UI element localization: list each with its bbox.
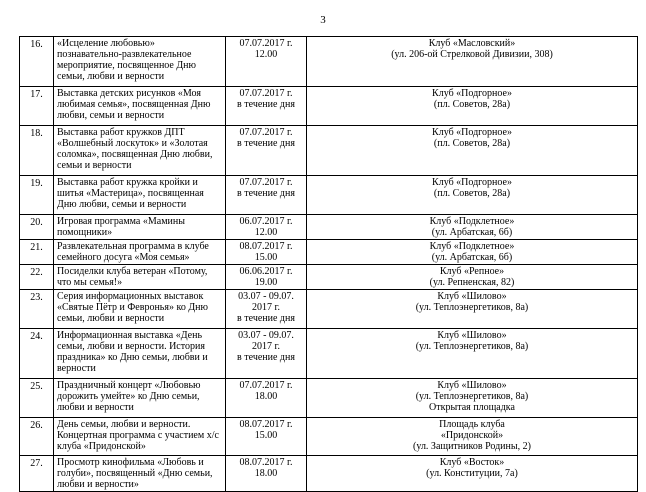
event-description: Просмотр кинофильма «Любовь и голуби», посвященный «Дню семьи, любви и верности» xyxy=(57,457,213,490)
event-cell xyxy=(54,265,226,290)
place-name: Площадь клуба xyxy=(439,419,505,430)
row-number: 18. xyxy=(30,128,43,139)
table-row xyxy=(20,329,638,379)
time: 18.00 xyxy=(254,468,278,479)
row-number-cell xyxy=(20,37,54,87)
row-number: 25. xyxy=(30,381,43,392)
place-cell xyxy=(307,418,638,456)
event-cell xyxy=(54,126,226,176)
date-cell xyxy=(226,290,307,329)
time: 18.00 xyxy=(254,391,278,402)
time: в течение дня xyxy=(237,138,295,149)
place-name: Клуб «Шилово» xyxy=(437,380,507,391)
date: 08.07.2017 г. xyxy=(239,241,293,252)
row-number: 19. xyxy=(30,178,43,189)
place-name: Клуб «Подклетное» xyxy=(429,241,515,252)
time-note: в течение дня xyxy=(237,313,295,324)
time: в течение дня xyxy=(237,188,295,199)
time: 15.00 xyxy=(254,430,278,441)
place-address: (ул. Арбатская, 6б) xyxy=(431,227,513,238)
time: 2017 г. xyxy=(252,341,280,352)
row-number-cell xyxy=(20,418,54,456)
row-number: 23. xyxy=(30,292,43,303)
date: 06.06.2017 г. xyxy=(239,266,293,277)
event-description: День семьи, любви и верности. Концертная программа с участием х/с клуба «Придонской» xyxy=(57,419,219,452)
place-cell xyxy=(307,240,638,265)
time: 2017 г. xyxy=(252,302,280,313)
place-cell xyxy=(307,176,638,215)
time: 15.00 xyxy=(254,252,278,263)
date: 03.07 - 09.07. xyxy=(238,330,294,341)
date-cell xyxy=(226,240,307,265)
date-cell xyxy=(226,176,307,215)
row-number-cell xyxy=(20,87,54,126)
place-address: (ул. Арбатская, 6б) xyxy=(431,252,513,263)
date-cell xyxy=(226,87,307,126)
table-row xyxy=(20,418,638,456)
place-address: (ул. Конституции, 7а) xyxy=(426,468,518,479)
row-number: 27. xyxy=(30,458,43,469)
date: 06.07.2017 г. xyxy=(239,216,293,227)
place-address: (пл. Советов, 28а) xyxy=(433,188,511,199)
place-address: (ул. Теплоэнергетиков, 8а) xyxy=(415,391,529,402)
row-number: 22. xyxy=(30,267,43,278)
event-description: Выставка детских рисунков «Моя любимая семья», посвященная Дню любви, семьи и верности xyxy=(57,88,211,121)
place-name: Клуб «Шилово» xyxy=(437,291,507,302)
events-table xyxy=(19,36,638,492)
event-cell xyxy=(54,329,226,379)
date: 07.07.2017 г. xyxy=(239,127,293,138)
row-number-cell xyxy=(20,456,54,492)
place-address: (пл. Советов, 28а) xyxy=(433,99,511,110)
date-cell xyxy=(226,456,307,492)
row-number-cell xyxy=(20,379,54,418)
place-name: Клуб «Подгорное» xyxy=(432,127,512,138)
event-cell xyxy=(54,456,226,492)
table-row xyxy=(20,87,638,126)
row-number-cell xyxy=(20,290,54,329)
page-number: 3 xyxy=(320,14,326,26)
event-description: Выставка работ кружков ДПТ «Волшебный лоскуток» и «Золотая соломка», посвященная Дню любви, семьи и верности xyxy=(57,127,213,171)
event-cell xyxy=(54,379,226,418)
date: 07.07.2017 г. xyxy=(239,38,293,49)
place-cell xyxy=(307,329,638,379)
place-cell xyxy=(307,290,638,329)
event-description: Выставка работ кружка кройки и шитья «Мастерица», посвященная Дню любви, семьи и верности xyxy=(57,177,204,210)
row-number: 24. xyxy=(30,331,43,342)
place-address: (ул. Теплоэнергетиков, 8а) xyxy=(415,302,529,313)
time: в течение дня xyxy=(237,99,295,110)
date-cell xyxy=(226,379,307,418)
date: 07.07.2017 г. xyxy=(239,88,293,99)
place-name: Клуб «Шилово» xyxy=(437,330,507,341)
event-description: Посиделки клуба ветеран «Потому, что мы семья!» xyxy=(57,266,208,288)
date-cell xyxy=(226,215,307,240)
event-cell xyxy=(54,176,226,215)
place-name: Клуб «Подклетное» xyxy=(429,216,515,227)
event-description: Праздничный концерт «Любовью дорожить умейте» ко Дню семьи, любви и верности xyxy=(57,380,201,413)
table-row xyxy=(20,37,638,87)
time-note: в течение дня xyxy=(237,352,295,363)
row-number-cell xyxy=(20,265,54,290)
place-name: Клуб «Подгорное» xyxy=(432,177,512,188)
event-description: Игровая программа «Мамины помощники» xyxy=(57,216,185,238)
row-number-cell xyxy=(20,215,54,240)
table-row xyxy=(20,215,638,240)
row-number: 16. xyxy=(30,39,43,50)
date-cell xyxy=(226,418,307,456)
row-number-cell xyxy=(20,176,54,215)
place-name: Клуб «Восток» xyxy=(439,457,505,468)
place-address: (ул. Теплоэнергетиков, 8а) xyxy=(415,341,529,352)
table-row xyxy=(20,456,638,492)
table-row xyxy=(20,126,638,176)
place-address: (ул. Репненская, 82) xyxy=(429,277,515,288)
date: 07.07.2017 г. xyxy=(239,380,293,391)
row-number-cell xyxy=(20,126,54,176)
place-cell xyxy=(307,126,638,176)
event-cell xyxy=(54,290,226,329)
time: 12.00 xyxy=(254,227,278,238)
table-row xyxy=(20,290,638,329)
place-cell xyxy=(307,379,638,418)
place-cell xyxy=(307,456,638,492)
event-cell xyxy=(54,37,226,87)
place-cell xyxy=(307,87,638,126)
row-number: 17. xyxy=(30,89,43,100)
table-row xyxy=(20,240,638,265)
place-cell xyxy=(307,215,638,240)
event-cell xyxy=(54,418,226,456)
table-row xyxy=(20,176,638,215)
place-cell xyxy=(307,265,638,290)
row-number: 21. xyxy=(30,242,43,253)
date: 08.07.2017 г. xyxy=(239,419,293,430)
event-description: Серия информационных выставок «Святые Пётр и Февронья» ко Дню семьи, любви и верности xyxy=(57,291,208,324)
date-cell xyxy=(226,37,307,87)
place-name: Клуб «Подгорное» xyxy=(432,88,512,99)
place-extra: (ул. Защитников Родины, 2) xyxy=(413,441,531,452)
place-extra: Открытая площадка xyxy=(429,402,515,413)
date: 03.07 - 09.07. xyxy=(238,291,294,302)
place-name: Клуб «Репное» xyxy=(439,266,505,277)
date: 08.07.2017 г. xyxy=(239,457,293,468)
event-description: Информационная выставка «День семьи, любви и верности. История праздника» ко Дню семьи, любви и верности xyxy=(57,330,208,374)
event-cell xyxy=(54,215,226,240)
time: 19.00 xyxy=(254,277,278,288)
row-number-cell xyxy=(20,240,54,265)
event-cell xyxy=(54,240,226,265)
date-cell xyxy=(226,265,307,290)
place-address: «Придонской» xyxy=(440,430,504,441)
place-address: (пл. Советов, 28а) xyxy=(433,138,511,149)
row-number-cell xyxy=(20,329,54,379)
date-cell xyxy=(226,329,307,379)
date: 07.07.2017 г. xyxy=(239,177,293,188)
event-cell xyxy=(54,87,226,126)
place-address: (ул. 206-ой Стрелковой Дивизии, 308) xyxy=(391,49,553,60)
event-description: «Исцеление любовью» познавательно-развлекательное мероприятие, посвященное Дню семьи, любви и верности xyxy=(57,38,197,82)
time: 12.00 xyxy=(254,49,278,60)
table-row xyxy=(20,265,638,290)
place-name: Клуб «Масловский» xyxy=(428,38,516,49)
event-description: Развлекательная программа в клубе семейного досуга «Моя семья» xyxy=(57,241,209,263)
row-number: 20. xyxy=(30,217,43,228)
table-row xyxy=(20,379,638,418)
row-number: 26. xyxy=(30,420,43,431)
date-cell xyxy=(226,126,307,176)
place-cell xyxy=(307,37,638,87)
